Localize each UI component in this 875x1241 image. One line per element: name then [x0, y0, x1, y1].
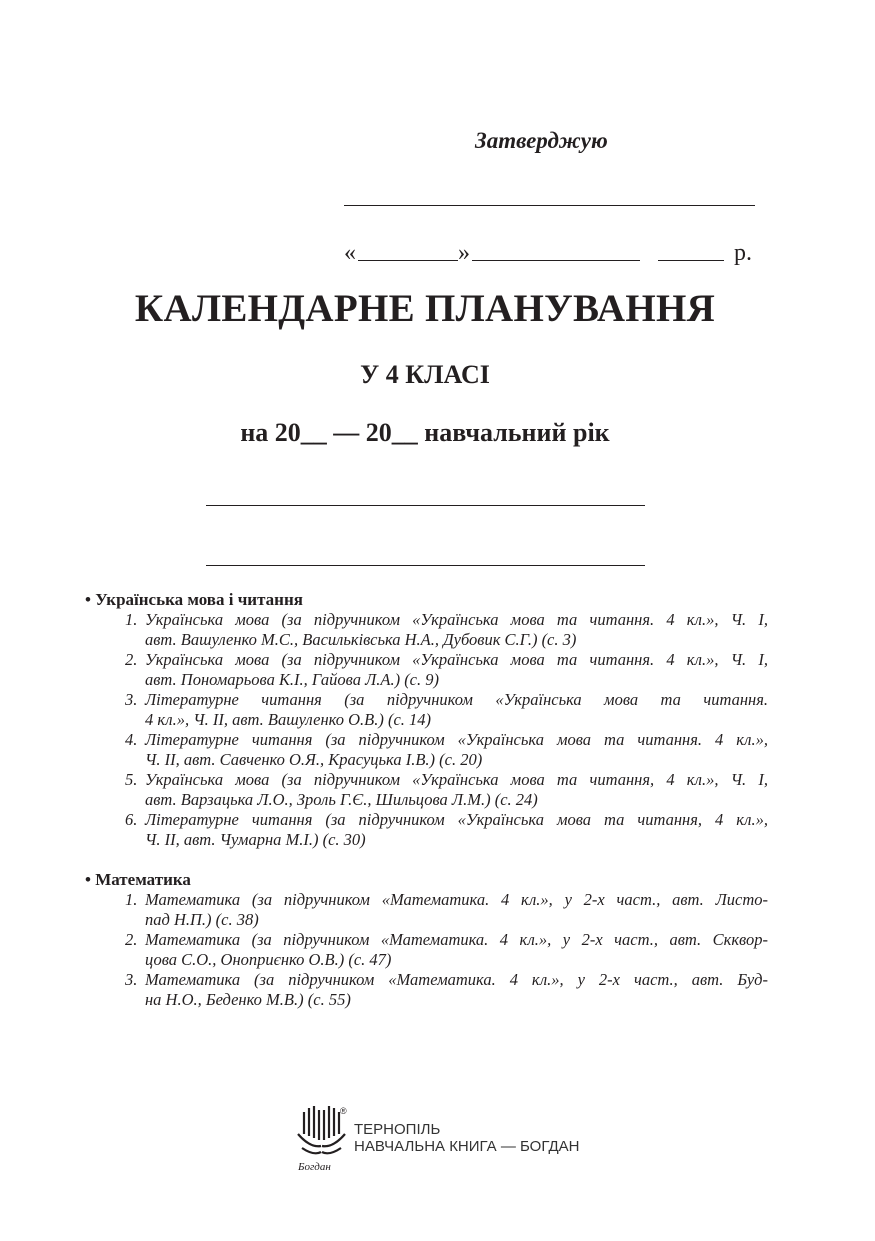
year-blank	[658, 260, 724, 261]
list-item	[125, 730, 768, 770]
day-blank	[358, 260, 458, 261]
close-quote: »	[458, 240, 470, 266]
item-line: Українська мова (за підручником «Українська мова та читання. 4 кл.», Ч. І,	[145, 610, 768, 629]
item-line: Українська мова (за підручником «Українська мова та читання. 4 кл.», Ч. І,	[145, 650, 768, 669]
list-item	[125, 690, 768, 730]
publisher-name: НАВЧАЛЬНА КНИГА — БОГДАН	[354, 1138, 580, 1155]
item-line: 4 кл.», Ч. ІІ, авт. Вашуленко О.В.) (с. 14)	[145, 710, 432, 729]
section-heading-math: • Математика	[85, 870, 191, 889]
item-line: авт. Вашуленко М.С., Васильківська Н.А., Дубовик С.Г.) (с. 3)	[145, 630, 577, 649]
publisher-logo	[294, 1104, 352, 1174]
list-item	[125, 650, 768, 690]
item-line: цова С.О., Оноприєнко О.В.) (с. 47)	[145, 950, 392, 969]
item-line: Математика (за підручником «Математика. 4 кл.», у 2-х част., авт. Листо-	[145, 890, 768, 909]
item-number: 6.	[125, 810, 138, 829]
list-item	[125, 970, 768, 1010]
ukrainian-list	[125, 610, 768, 850]
item-line: Літературне читання (за підручником «Українська мова та читання.	[145, 690, 768, 709]
item-number: 1.	[125, 890, 138, 909]
item-line: авт. Варзацька Л.О., Зроль Г.Є., Шильцова Л.М.) (с. 24)	[145, 790, 538, 809]
item-line: пад Н.П.) (с. 38)	[145, 910, 259, 929]
item-number: 2.	[125, 930, 138, 949]
month-blank	[472, 260, 640, 261]
list-item	[125, 610, 768, 650]
blank-line-1	[206, 505, 645, 506]
item-line: Українська мова (за підручником «Українська мова та читання, 4 кл.», Ч. І,	[145, 770, 768, 789]
svg-text:®: ®	[340, 1106, 347, 1116]
list-item	[125, 810, 768, 850]
item-line: Літературне читання (за підручником «Українська мова та читання, 4 кл.»,	[145, 810, 768, 829]
page-title: КАЛЕНДАРНЕ ПЛАНУВАННЯ	[134, 287, 716, 330]
section-heading-ukrainian: • Українська мова і читання	[85, 590, 303, 609]
item-line: Ч. ІІ, авт. Чумарна М.І.) (с. 30)	[145, 830, 366, 849]
math-list	[125, 890, 768, 1010]
svg-text:Богдан: Богдан	[298, 1161, 331, 1173]
blank-line-2	[206, 565, 645, 566]
item-line: на Н.О., Беденко М.В.) (с. 55)	[145, 990, 351, 1009]
item-number: 1.	[125, 610, 138, 629]
year-suffix: р.	[734, 240, 752, 266]
list-item	[125, 890, 768, 930]
list-item	[125, 770, 768, 810]
item-line: Літературне читання (за підручником «Українська мова та читання. 4 кл.»,	[145, 730, 768, 749]
open-quote: «	[344, 240, 356, 266]
item-line: авт. Пономарьова К.І., Гайова Л.А.) (с. 9)	[145, 670, 440, 689]
approval-date-line	[344, 238, 756, 268]
approval-label: Затверджую	[475, 128, 608, 153]
item-number: 3.	[125, 970, 138, 989]
publisher-info	[354, 1121, 579, 1155]
item-number: 2.	[125, 650, 138, 669]
item-line: Математика (за підручником «Математика. 4 кл.», у 2-х част., авт. Буд-	[145, 970, 768, 989]
grade-subtitle: У 4 КЛАСІ	[360, 360, 490, 389]
item-number: 3.	[125, 690, 138, 709]
signature-line	[344, 205, 755, 206]
publisher-city: ТЕРНОПІЛЬ	[354, 1121, 441, 1138]
school-year: на 20__ — 20__ навчальний рік	[240, 418, 610, 447]
list-item	[125, 930, 768, 970]
item-number: 4.	[125, 730, 138, 749]
item-line: Математика (за підручником «Математика. 4 кл.», у 2-х част., авт. Скквор-	[145, 930, 768, 949]
item-line: Ч. ІІ, авт. Савченко О.Я., Красуцька І.В.) (с. 20)	[145, 750, 483, 769]
item-number: 5.	[125, 770, 138, 789]
book-tree-icon	[294, 1104, 352, 1174]
